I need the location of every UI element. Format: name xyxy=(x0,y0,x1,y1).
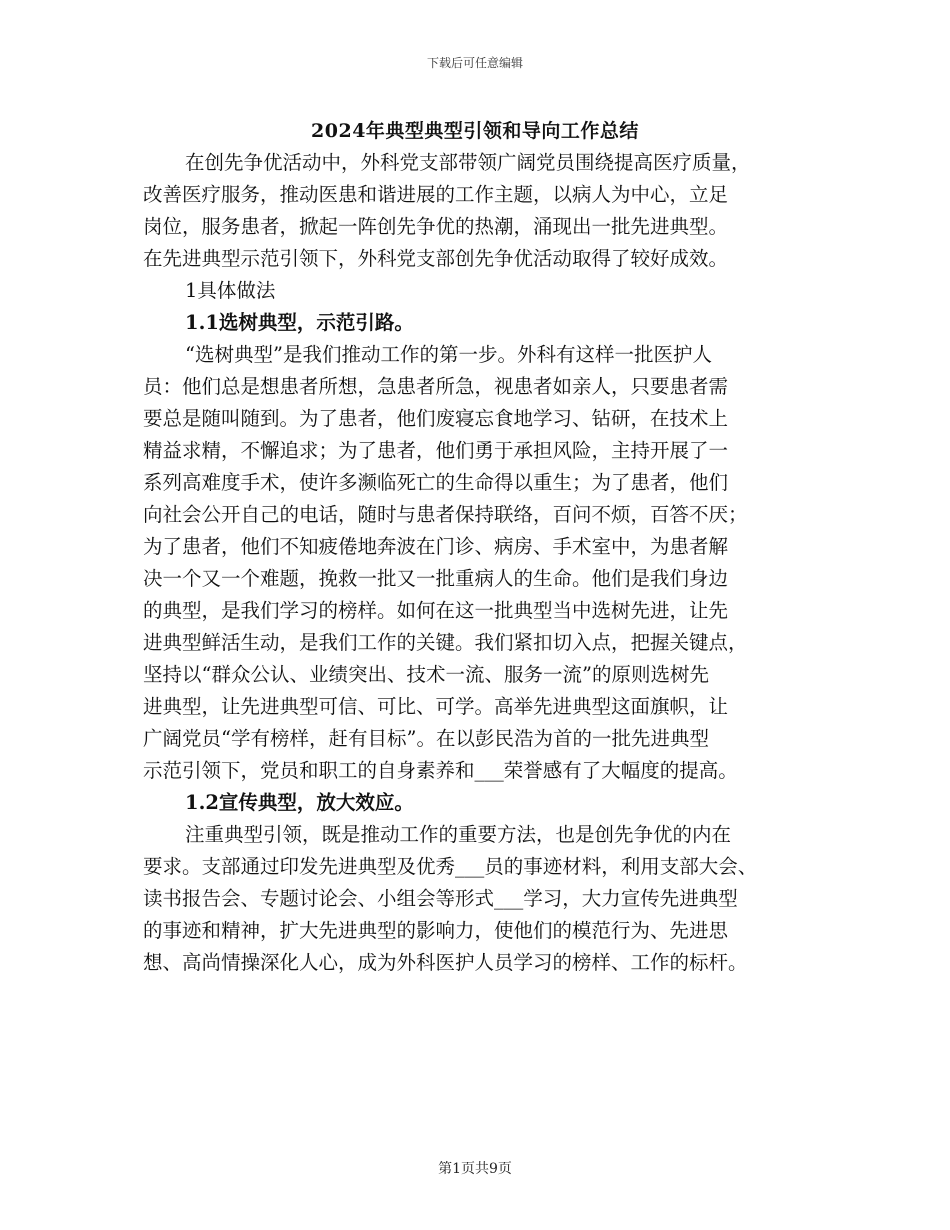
paragraph-line: 要求。支部通过印发先进典型及优秀___员的事迹材料，利用支部大会、 xyxy=(143,855,758,878)
paragraph-line: 进典型鲜活生动，是我们工作的关键。我们紧扣切入点，把握关键点， xyxy=(143,631,748,654)
document-body xyxy=(143,147,823,979)
paragraph-line: 员：他们总是想患者所想，急患者所急，视患者如亲人，只要患者需 xyxy=(143,375,729,398)
paragraph-line: “选树典型”是我们推动工作的第一步。外科有这样一批医护人 xyxy=(185,343,712,366)
paragraph-line: 改善医疗服务，推动医患和谐进展的工作主题，以病人为中心，立足 xyxy=(143,183,729,206)
paragraph-line: 岗位，服务患者，掀起一阵创先争优的热潮，涌现出一批先进典型。 xyxy=(143,215,729,238)
paragraph-line: 为了患者，他们不知疲倦地奔波在门诊、病房、手术室中，为患者解 xyxy=(143,535,729,558)
page-number-footer: 第1页共9页 xyxy=(438,1161,512,1177)
paragraph-line: 想、高尚情操深化人心，成为外科医护人员学习的榜样、工作的标杆。 xyxy=(143,951,748,974)
paragraph-line: 决一个又一个难题，挽救一批又一批重病人的生命。他们是我们身边 xyxy=(143,567,729,590)
paragraph-line: 注重典型引领，既是推动工作的重要方法，也是创先争优的内在 xyxy=(185,823,732,846)
page-header-note: 下载后可任意编辑 xyxy=(426,56,523,70)
paragraph-line: 在创先争优活动中，外科党支部带领广阔党员围绕提高医疗质量， xyxy=(185,151,751,174)
subsection-heading: 1.2宣传典型，放大效应。 xyxy=(185,791,414,814)
paragraph-line: 广阔党员“学有榜样，赶有目标”。在以彭民浩为首的一批先进典型 xyxy=(143,727,709,750)
paragraph-line: 进典型，让先进典型可信、可比、可学。高举先进典型这面旗帜，让 xyxy=(143,695,729,718)
paragraph-line: 要总是随叫随到。为了患者，他们废寝忘食地学习、钻研，在技术上 xyxy=(143,407,729,430)
paragraph-line: 的事迹和精神，扩大先进典型的影响力，使他们的模范行为、先进思 xyxy=(143,919,729,942)
paragraph-line: 示范引领下，党员和职工的自身素养和___荣誉感有了大幅度的提高。 xyxy=(143,759,738,782)
paragraph-line: 向社会公开自己的电话，随时与患者保持联络，百问不烦，百答不厌； xyxy=(143,503,748,526)
paragraph-line: 系列高难度手术，使许多濒临死亡的生命得以重生；为了患者，他们 xyxy=(143,471,729,494)
section-heading: 1具体做法 xyxy=(185,279,276,302)
subsection-heading: 1.1选树典型，示范引路。 xyxy=(185,311,414,334)
paragraph-line: 精益求精，不懈追求；为了患者，他们勇于承担风险，主持开展了一 xyxy=(143,439,729,462)
paragraph-line: 在先进典型示范引领下，外科党支部创先争优活动取得了较好成效。 xyxy=(143,247,729,270)
paragraph-line: 的典型，是我们学习的榜样。如何在这一批典型当中选树先进，让先 xyxy=(143,599,729,622)
paragraph-line: 读书报告会、专题讨论会、小组会等形式___学习，大力宣传先进典型 xyxy=(143,887,738,910)
document-title: 2024年典型典型引领和导向工作总结 xyxy=(311,120,639,142)
paragraph-line: 坚持以“群众公认、业绩突出、技术一流、服务一流”的原则选树先 xyxy=(143,663,709,686)
